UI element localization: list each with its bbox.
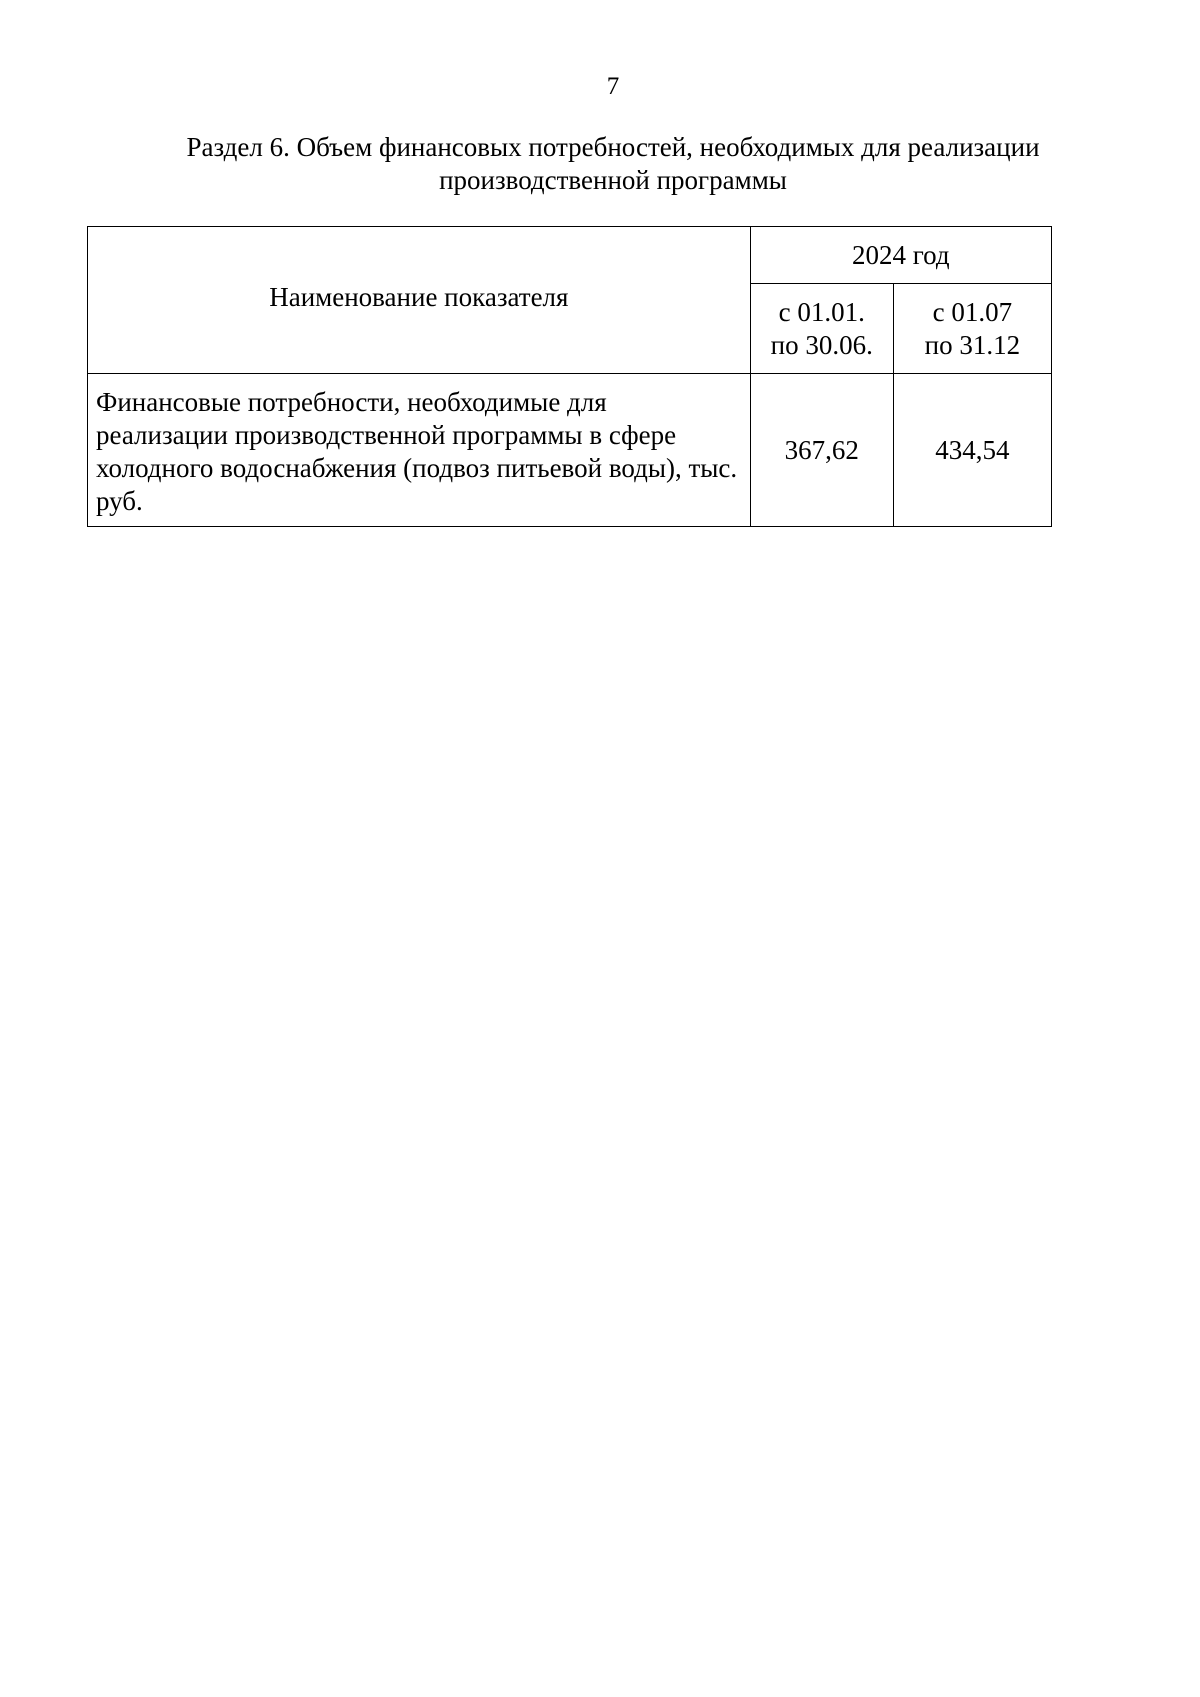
header-indicator-name: Наименование показателя xyxy=(88,227,751,374)
row-value-first-half: 367,62 xyxy=(750,374,893,527)
header-period-second-half xyxy=(893,284,1051,374)
row-indicator-name: Финансовые потребности, необходимые для реализации производственной программы в сфере холодного водоснабжения (подвоз питьевой воды), тыс. руб. xyxy=(88,374,751,527)
table-header-row-1 xyxy=(88,227,1052,284)
row-value-second-half: 434,54 xyxy=(893,374,1051,527)
section-title-line-1: Раздел 6. Объем финансовых потребностей, необходимых для реализации xyxy=(186,132,1040,162)
page-number: 7 xyxy=(606,73,620,100)
section-title xyxy=(150,131,1076,197)
header-year: 2024 год xyxy=(750,227,1051,284)
section-title-line-2: производственной программы xyxy=(439,165,787,195)
header-period-first-half xyxy=(750,284,893,374)
table-row xyxy=(88,374,1052,527)
period-first-half-line-2: по 30.06. xyxy=(770,329,873,360)
financial-needs-table xyxy=(87,226,1052,527)
period-second-half-line-1: с 01.07 xyxy=(932,296,1013,327)
period-second-half-line-2: по 31.12 xyxy=(924,329,1021,360)
period-first-half-line-1: с 01.01. xyxy=(778,296,865,327)
